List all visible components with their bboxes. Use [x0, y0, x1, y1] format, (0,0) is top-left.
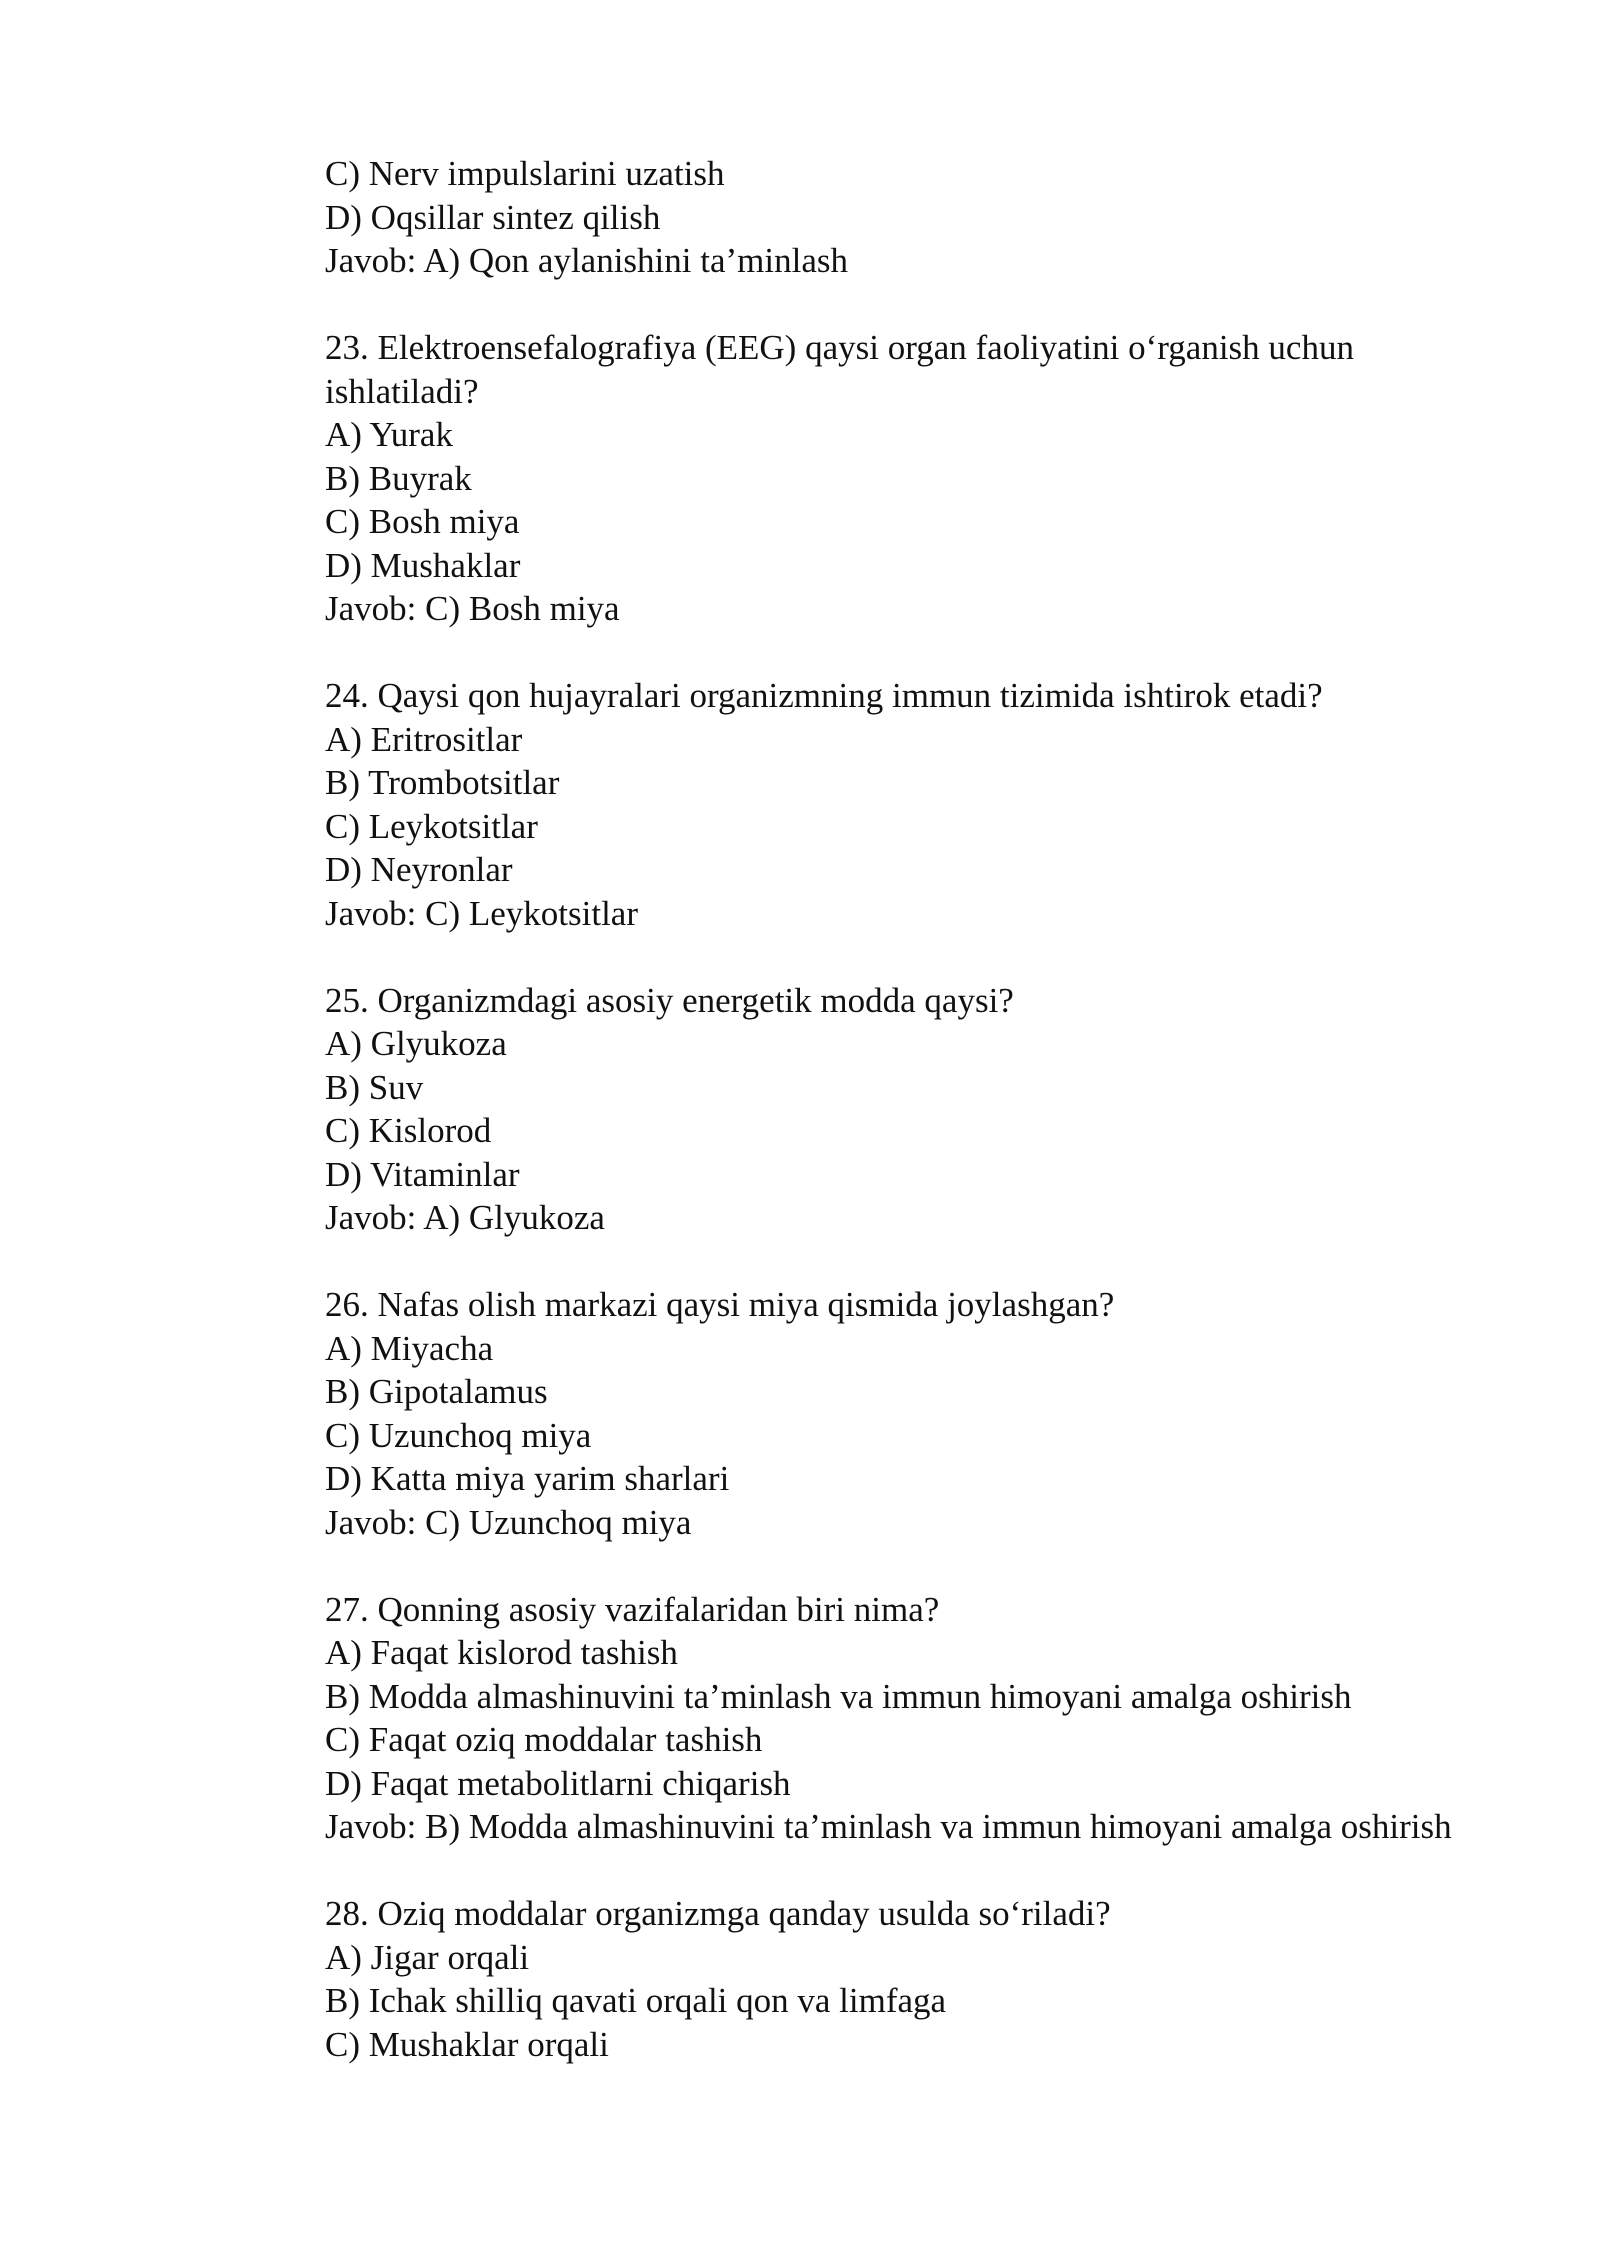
- option-a: A) Faqat kislorod tashish: [325, 1633, 678, 1672]
- question-text: 23. Elektroensefalografiya (EEG) qaysi organ faoliyatini o‘rganish uchun ishlatiladi?: [325, 328, 1354, 411]
- question-block-27: [325, 1588, 1465, 1849]
- page-content: [325, 152, 1465, 2066]
- option-a: A) Miyacha: [325, 1328, 494, 1368]
- question-text: 27. Qonning asosiy vazifalaridan biri nima?: [325, 1589, 940, 1629]
- question-text: 28. Oziq moddalar organizmga qanday usulda so‘riladi?: [325, 1894, 1111, 1933]
- question-block-22-tail: [325, 152, 1465, 283]
- spacer: [325, 1240, 1465, 1284]
- answer-line: Javob: C) Bosh miya: [325, 589, 620, 628]
- question-block-24: [325, 674, 1465, 935]
- question-text: 24. Qaysi qon hujayralari organizmning immun tizimida ishtirok etadi?: [325, 676, 1323, 715]
- option-c: C) Uzunchoq miya: [325, 1415, 592, 1455]
- question-block-26: [325, 1283, 1465, 1544]
- answer-line: Javob: A) Glyukoza: [325, 1198, 605, 1237]
- option-c: C) Faqat oziq moddalar tashish: [325, 1720, 763, 1759]
- spacer: [325, 935, 1465, 979]
- option-d: D) Vitaminlar: [325, 1154, 520, 1194]
- option-a: A) Glyukoza: [325, 1024, 507, 1063]
- option-b: B) Modda almashinuvini ta’minlash va immun himoyani amalga oshirish: [325, 1676, 1352, 1716]
- question-text: 26. Nafas olish markazi qaysi miya qismida joylashgan?: [325, 1285, 1115, 1324]
- spacer: [325, 631, 1465, 675]
- answer-line: Javob: B) Modda almashinuvini ta’minlash va immun himoyani amalga oshirish: [325, 1807, 1452, 1846]
- option-a: A) Eritrositlar: [325, 719, 523, 759]
- spacer: [325, 1849, 1465, 1893]
- option-a: A) Yurak: [325, 415, 453, 454]
- question-block-28: [325, 1892, 1465, 2066]
- answer-line: Javob: A) Qon aylanishini ta’minlash: [325, 241, 848, 280]
- option-b: B) Gipotalamus: [325, 1372, 548, 1411]
- option-b: B) Ichak shilliq qavati orqali qon va limfaga: [325, 1981, 947, 2020]
- option-c: C) Nerv impulslarini uzatish: [325, 154, 725, 193]
- option-c: C) Bosh miya: [325, 502, 520, 541]
- question-block-25: [325, 979, 1465, 1240]
- option-c: C) Kislorod: [325, 1111, 492, 1150]
- option-b: B) Trombotsitlar: [325, 763, 560, 802]
- answer-line: Javob: C) Uzunchoq miya: [325, 1502, 692, 1542]
- option-b: B) Buyrak: [325, 458, 472, 498]
- option-d: D) Mushaklar: [325, 545, 521, 585]
- question-text: 25. Organizmdagi asosiy energetik modda qaysi?: [325, 980, 1014, 1020]
- option-d: D) Faqat metabolitlarni chiqarish: [325, 1763, 791, 1803]
- spacer: [325, 283, 1465, 327]
- option-b: B) Suv: [325, 1067, 424, 1107]
- answer-line: Javob: C) Leykotsitlar: [325, 893, 639, 933]
- option-c: C) Leykotsitlar: [325, 806, 538, 846]
- question-block-23: [325, 326, 1465, 631]
- option-d: D) Katta miya yarim sharlari: [325, 1459, 730, 1498]
- spacer: [325, 1544, 1465, 1588]
- option-a: A) Jigar orqali: [325, 1937, 530, 1977]
- option-d: D) Oqsillar sintez qilish: [325, 197, 661, 237]
- option-d: D) Neyronlar: [325, 850, 513, 889]
- option-c: C) Mushaklar orqali: [325, 2024, 609, 2064]
